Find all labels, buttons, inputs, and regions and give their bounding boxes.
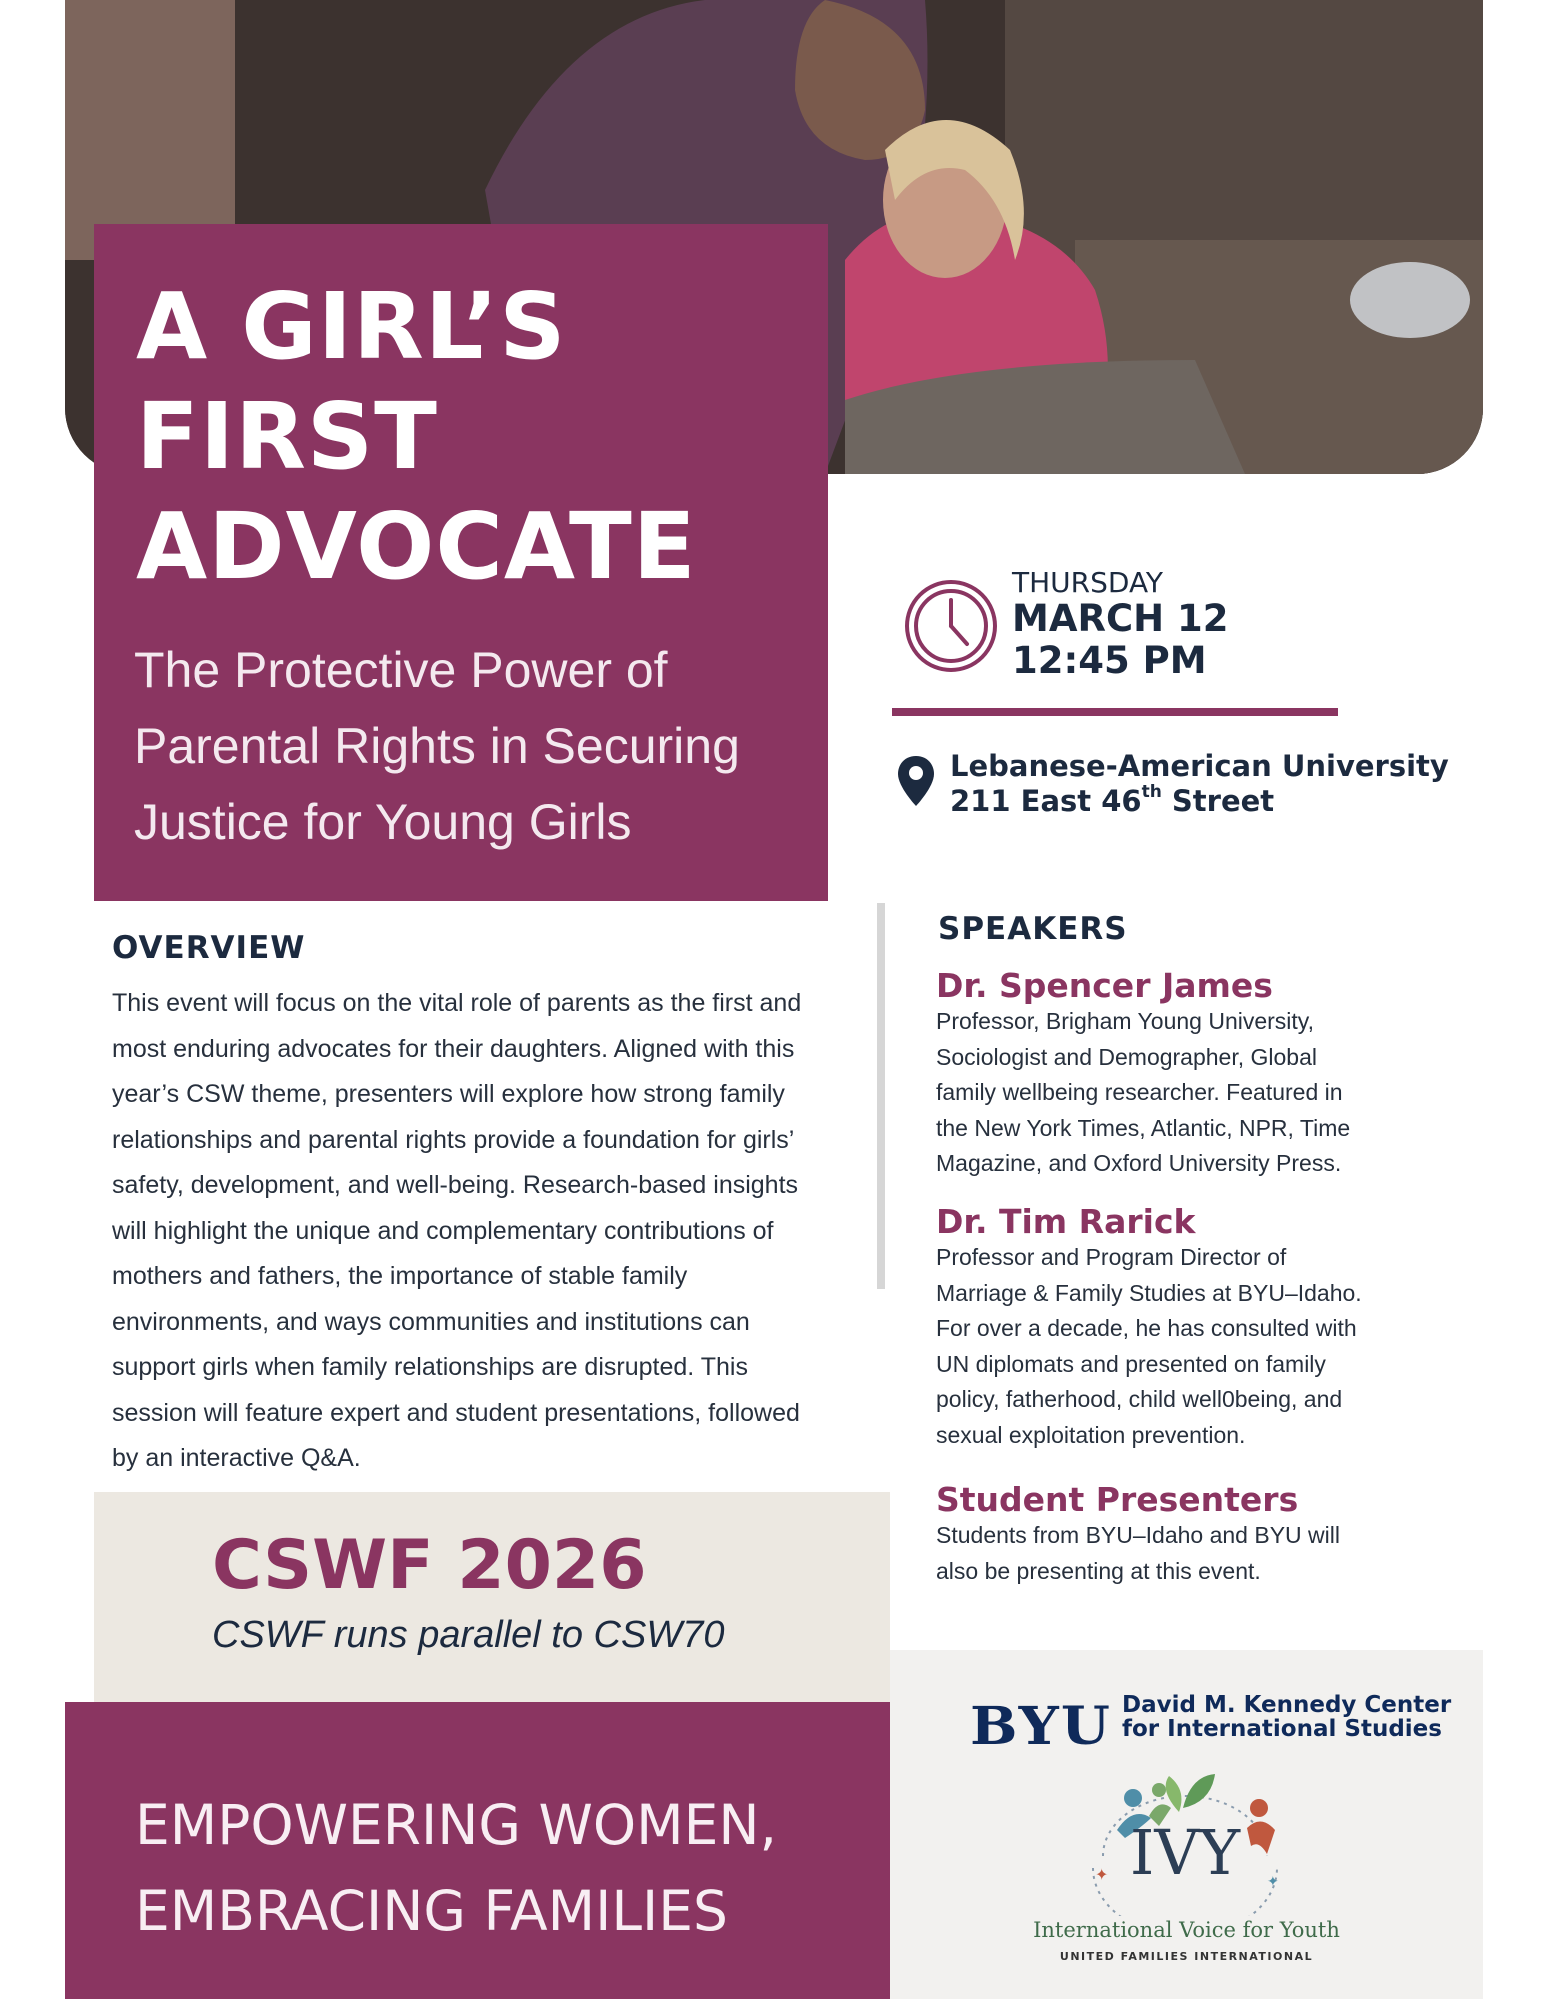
bio-line: Professor, Brigham Young University, (936, 1008, 1314, 1034)
overview-line: support girls when family relationships are disrupted. This (112, 1353, 748, 1381)
bio-line: sexual exploitation prevention. (936, 1421, 1246, 1448)
overview-line: relationships and parental rights provide a foundation for girls’ (112, 1125, 795, 1154)
overview-line: session will feature expert and student presentations, followed (112, 1398, 800, 1427)
ivy-parent-org: UNITED FAMILIES INTERNATIONAL (1059, 1950, 1314, 1963)
subtitle-line: Justice for Young Girls (134, 794, 632, 850)
cswf-box (94, 1492, 890, 1702)
ivy-full-name: International Voice for Youth (1033, 1918, 1340, 1942)
title-line: ADVOCATE (136, 493, 697, 600)
event-date: MARCH 12 (1012, 597, 1229, 640)
title-block (94, 224, 828, 901)
clock-icon (903, 578, 999, 674)
ivy-logo (1055, 1768, 1315, 1916)
kennedy-center-name: for International Studies (1122, 1716, 1442, 1742)
sponsor-logos (890, 1650, 1483, 1999)
bio-line: also be presenting at this event. (936, 1557, 1261, 1584)
event-subtitle (134, 632, 794, 860)
byu-logo: BYU (970, 1696, 1113, 1757)
bio-line: Professor and Program Director of (936, 1244, 1287, 1270)
street-name: Street (1161, 784, 1275, 818)
overview-line: mothers and fathers, the importance of stable family (112, 1262, 688, 1290)
overview-body (112, 981, 832, 1482)
bio-line: Marriage & Family Studies at BYU–Idaho. (936, 1279, 1362, 1306)
bio-line: For over a decade, he has consulted with (936, 1315, 1357, 1341)
overview-line: by an interactive Q&A. (112, 1444, 361, 1472)
overview-line: will highlight the unique and complementary contributions of (112, 1216, 774, 1245)
ivy-letters: IVY (1129, 1816, 1241, 1889)
street-ordinal: th (1141, 782, 1162, 802)
venue-name: Lebanese-American University (950, 749, 1449, 783)
bio-line: Sociologist and Demographer, Global (936, 1043, 1318, 1070)
bio-line: the New York Times, Atlantic, NPR, Time (936, 1114, 1351, 1141)
event-day: THURSDAY (1012, 566, 1164, 599)
overview-line: This event will focus on the vital role of parents as the first and (112, 989, 802, 1017)
tagline-line: EMBRACING FAMILIES (135, 1879, 728, 1943)
svg-text:✦: ✦ (1095, 1865, 1109, 1884)
speaker-name: Student Presenters (936, 1480, 1299, 1519)
overview-line: year’s CSW theme, presenters will explore how strong family (112, 1080, 785, 1108)
overview-heading: OVERVIEW (112, 930, 306, 966)
overview-line: safety, development, and well-being. Research-based insights (112, 1171, 799, 1199)
svg-text:✦: ✦ (1267, 1874, 1279, 1890)
bio-line: Magazine, and Oxford University Press. (936, 1150, 1342, 1176)
kennedy-center-name: David M. Kennedy Center (1122, 1692, 1452, 1718)
cswf-subtitle: CSWF runs parallel to CSW70 (212, 1614, 725, 1656)
subtitle-line: The Protective Power of (134, 642, 668, 698)
cswf-title: CSWF 2026 (212, 1526, 647, 1605)
street-number: 211 East 46 (950, 784, 1142, 818)
speaker-name: Dr. Tim Rarick (936, 1202, 1196, 1241)
vertical-divider (877, 903, 885, 1289)
tagline (135, 1782, 777, 1954)
map-pin-icon (896, 754, 936, 808)
title-line: FIRST (136, 383, 438, 490)
bio-line: Students from BYU–Idaho and BYU will (936, 1522, 1340, 1548)
speaker-name: Dr. Spencer James (936, 966, 1273, 1005)
bio-line: family wellbeing researcher. Featured in (936, 1079, 1343, 1105)
speaker-bio (936, 1240, 1396, 1453)
subtitle-line: Parental Rights in Securing (134, 718, 740, 774)
tagline-banner (65, 1702, 890, 1999)
divider-rule (892, 708, 1338, 716)
speaker-bio (936, 1004, 1396, 1182)
overview-line: most enduring advocates for their daughters. Aligned with this (112, 1034, 795, 1063)
venue-street (950, 784, 1274, 818)
title-line: A GIRL’S (136, 273, 567, 380)
event-title (136, 272, 816, 602)
overview-line: environments, and ways communities and institutions can (112, 1307, 750, 1336)
speakers-heading: SPEAKERS (938, 911, 1128, 947)
bio-line: policy, fatherhood, child well0being, and (936, 1386, 1343, 1412)
speaker-bio (936, 1518, 1396, 1589)
bio-line: UN diplomats and presented on family (936, 1350, 1326, 1377)
event-time: 12:45 PM (1012, 639, 1207, 682)
tagline-line: EMPOWERING WOMEN, (135, 1793, 777, 1857)
